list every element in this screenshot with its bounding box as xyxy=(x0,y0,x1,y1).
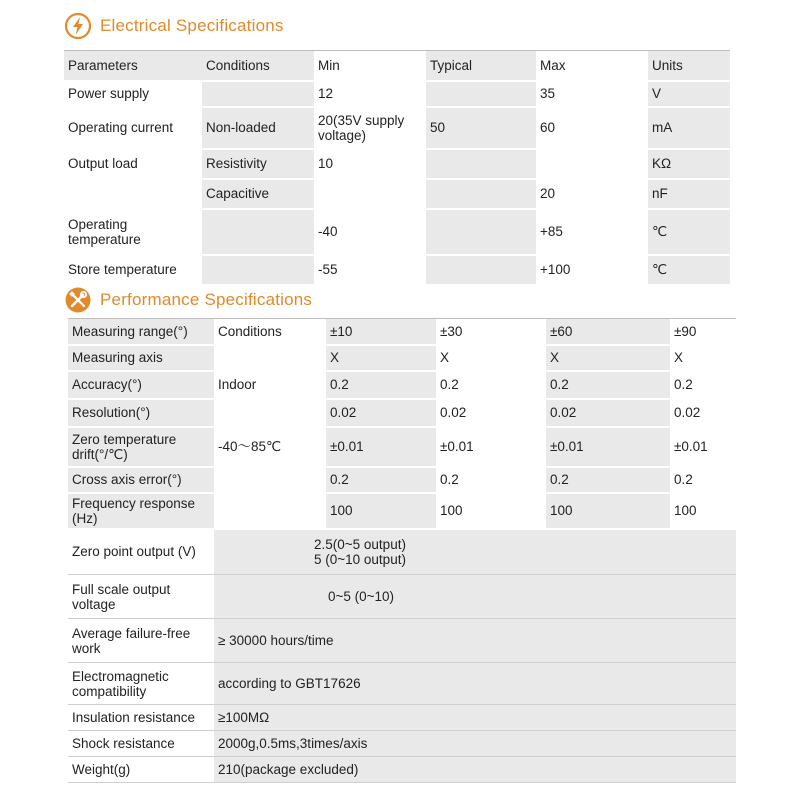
table-row xyxy=(68,757,736,783)
unit-cell: ℃ xyxy=(648,255,730,285)
value-cell: 0.2 xyxy=(670,467,736,493)
performance-title: Performance Specifications xyxy=(100,290,313,309)
value-cell: ±0.01 xyxy=(326,427,436,467)
value-cell: 0.02 xyxy=(546,399,670,427)
param-cell: Zero point output (V) xyxy=(68,529,214,575)
typ-cell xyxy=(426,209,536,255)
header-cell: Max xyxy=(536,51,648,81)
min-cell: 20(35V supply voltage) xyxy=(314,107,426,149)
param-cell: Accuracy(°) xyxy=(68,371,214,399)
table-row xyxy=(64,209,730,255)
param-cell xyxy=(64,179,202,209)
param-cell: Weight(g) xyxy=(68,757,214,783)
table-row xyxy=(64,255,730,285)
value-cell: ±90 xyxy=(670,319,736,345)
value-cell: 0.2 xyxy=(546,467,670,493)
value-cell: 0.2 xyxy=(436,371,546,399)
header-cell: Min xyxy=(314,51,426,81)
value-cell: 0.2 xyxy=(326,467,436,493)
value-cell: 100 xyxy=(670,493,736,529)
electrical-section-header xyxy=(64,10,284,42)
table-row xyxy=(68,399,736,427)
param-cell: Measuring axis xyxy=(68,345,214,371)
unit-cell: ℃ xyxy=(648,209,730,255)
param-cell: Frequency response (Hz) xyxy=(68,493,214,529)
max-cell: 60 xyxy=(536,107,648,149)
value-cell: 0.2 xyxy=(436,467,546,493)
table-row xyxy=(68,705,736,731)
value-cell: ≥100MΩ xyxy=(214,705,736,731)
typ-cell xyxy=(426,179,536,209)
electrical-table xyxy=(64,50,730,286)
max-cell xyxy=(536,149,648,179)
table-row xyxy=(68,427,736,467)
performance-table xyxy=(68,318,736,783)
value-cell: ±30 xyxy=(436,319,546,345)
param-cell: Measuring range(°) xyxy=(68,319,214,345)
value-cell: ±0.01 xyxy=(436,427,546,467)
typ-cell xyxy=(426,255,536,285)
value-cell: ≥ 30000 hours/time xyxy=(214,619,736,663)
param-cell: Electromagnetic compatibility xyxy=(68,663,214,705)
unit-cell: nF xyxy=(648,179,730,209)
table-row xyxy=(64,107,730,149)
cond-cell xyxy=(202,255,314,285)
min-cell: -40 xyxy=(314,209,426,255)
param-cell: Zero temperature drift(°/℃) xyxy=(68,427,214,467)
header-cell: Typical xyxy=(426,51,536,81)
value-cell: X xyxy=(436,345,546,371)
value-cell: ±60 xyxy=(546,319,670,345)
cond-cell: Resistivity xyxy=(202,149,314,179)
param-cell: Full scale output voltage xyxy=(68,575,214,619)
header-cell: Units xyxy=(648,51,730,81)
performance-section-header xyxy=(64,284,312,316)
value-cell: 0.2 xyxy=(326,371,436,399)
cond-cell: -40～85℃ xyxy=(214,427,326,467)
param-cell: Shock resistance xyxy=(68,731,214,757)
value-cell: 0.02 xyxy=(436,399,546,427)
value-cell: X xyxy=(326,345,436,371)
value-cell: 0.02 xyxy=(670,399,736,427)
table-row xyxy=(64,179,730,209)
cond-cell: Non-loaded xyxy=(202,107,314,149)
cond-cell: Capacitive xyxy=(202,179,314,209)
table-row xyxy=(64,81,730,107)
value-cell: 210(package excluded) xyxy=(214,757,736,783)
table-row xyxy=(68,371,736,399)
table-row xyxy=(68,493,736,529)
param-cell: Insulation resistance xyxy=(68,705,214,731)
table-row xyxy=(68,467,736,493)
value-cell: 100 xyxy=(326,493,436,529)
typ-cell xyxy=(426,81,536,107)
param-cell: Cross axis error(°) xyxy=(68,467,214,493)
unit-cell: KΩ xyxy=(648,149,730,179)
max-cell: +100 xyxy=(536,255,648,285)
lightning-icon xyxy=(64,12,92,40)
param-cell: Operating temperature xyxy=(64,209,202,255)
max-cell: 35 xyxy=(536,81,648,107)
param-cell: Power supply xyxy=(64,81,202,107)
cond-cell xyxy=(214,493,326,529)
value-cell: 2.5(0~5 output) 5 (0~10 output) xyxy=(214,529,736,575)
table-row xyxy=(68,731,736,757)
param-cell: Resolution(°) xyxy=(68,399,214,427)
typ-cell: 50 xyxy=(426,107,536,149)
value-cell: 100 xyxy=(546,493,670,529)
value-cell: according to GBT17626 xyxy=(214,663,736,705)
value-cell: ±0.01 xyxy=(546,427,670,467)
value-cell: X xyxy=(670,345,736,371)
param-cell: Average failure-free work xyxy=(68,619,214,663)
value-cell: 100 xyxy=(436,493,546,529)
table-row xyxy=(68,529,736,575)
cond-cell xyxy=(214,467,326,493)
param-cell: Output load xyxy=(64,149,202,179)
min-cell: 12 xyxy=(314,81,426,107)
value-cell: ±10 xyxy=(326,319,436,345)
electrical-title: Electrical Specifications xyxy=(100,16,284,35)
max-cell: 20 xyxy=(536,179,648,209)
param-cell: Operating current xyxy=(64,107,202,149)
header-cell: Conditions xyxy=(202,51,314,81)
cond-cell xyxy=(214,399,326,427)
value-cell: 2000g,0.5ms,3times/axis xyxy=(214,731,736,757)
table-row xyxy=(68,345,736,371)
value-cell: ±0.01 xyxy=(670,427,736,467)
min-cell: -55 xyxy=(314,255,426,285)
value-cell: 0.2 xyxy=(670,371,736,399)
unit-cell: V xyxy=(648,81,730,107)
table-row xyxy=(68,619,736,663)
min-cell: 10 xyxy=(314,149,426,179)
table-header-row xyxy=(64,51,730,81)
value-cell: 0~5 (0~10) xyxy=(214,575,736,619)
unit-cell: mA xyxy=(648,107,730,149)
min-cell xyxy=(314,179,426,209)
cond-cell xyxy=(214,345,326,371)
cond-cell: Indoor xyxy=(214,371,326,399)
wrench-screwdriver-icon xyxy=(64,286,92,314)
cond-cell xyxy=(202,81,314,107)
table-row xyxy=(68,319,736,345)
cond-cell: Conditions xyxy=(214,319,326,345)
header-cell: Parameters xyxy=(64,51,202,81)
value-cell: X xyxy=(546,345,670,371)
cond-cell xyxy=(202,209,314,255)
param-cell: Store temperature xyxy=(64,255,202,285)
value-cell: 0.2 xyxy=(546,371,670,399)
table-row xyxy=(68,575,736,619)
value-cell: 0.02 xyxy=(326,399,436,427)
table-row xyxy=(64,149,730,179)
table-row xyxy=(68,663,736,705)
typ-cell xyxy=(426,149,536,179)
max-cell: +85 xyxy=(536,209,648,255)
